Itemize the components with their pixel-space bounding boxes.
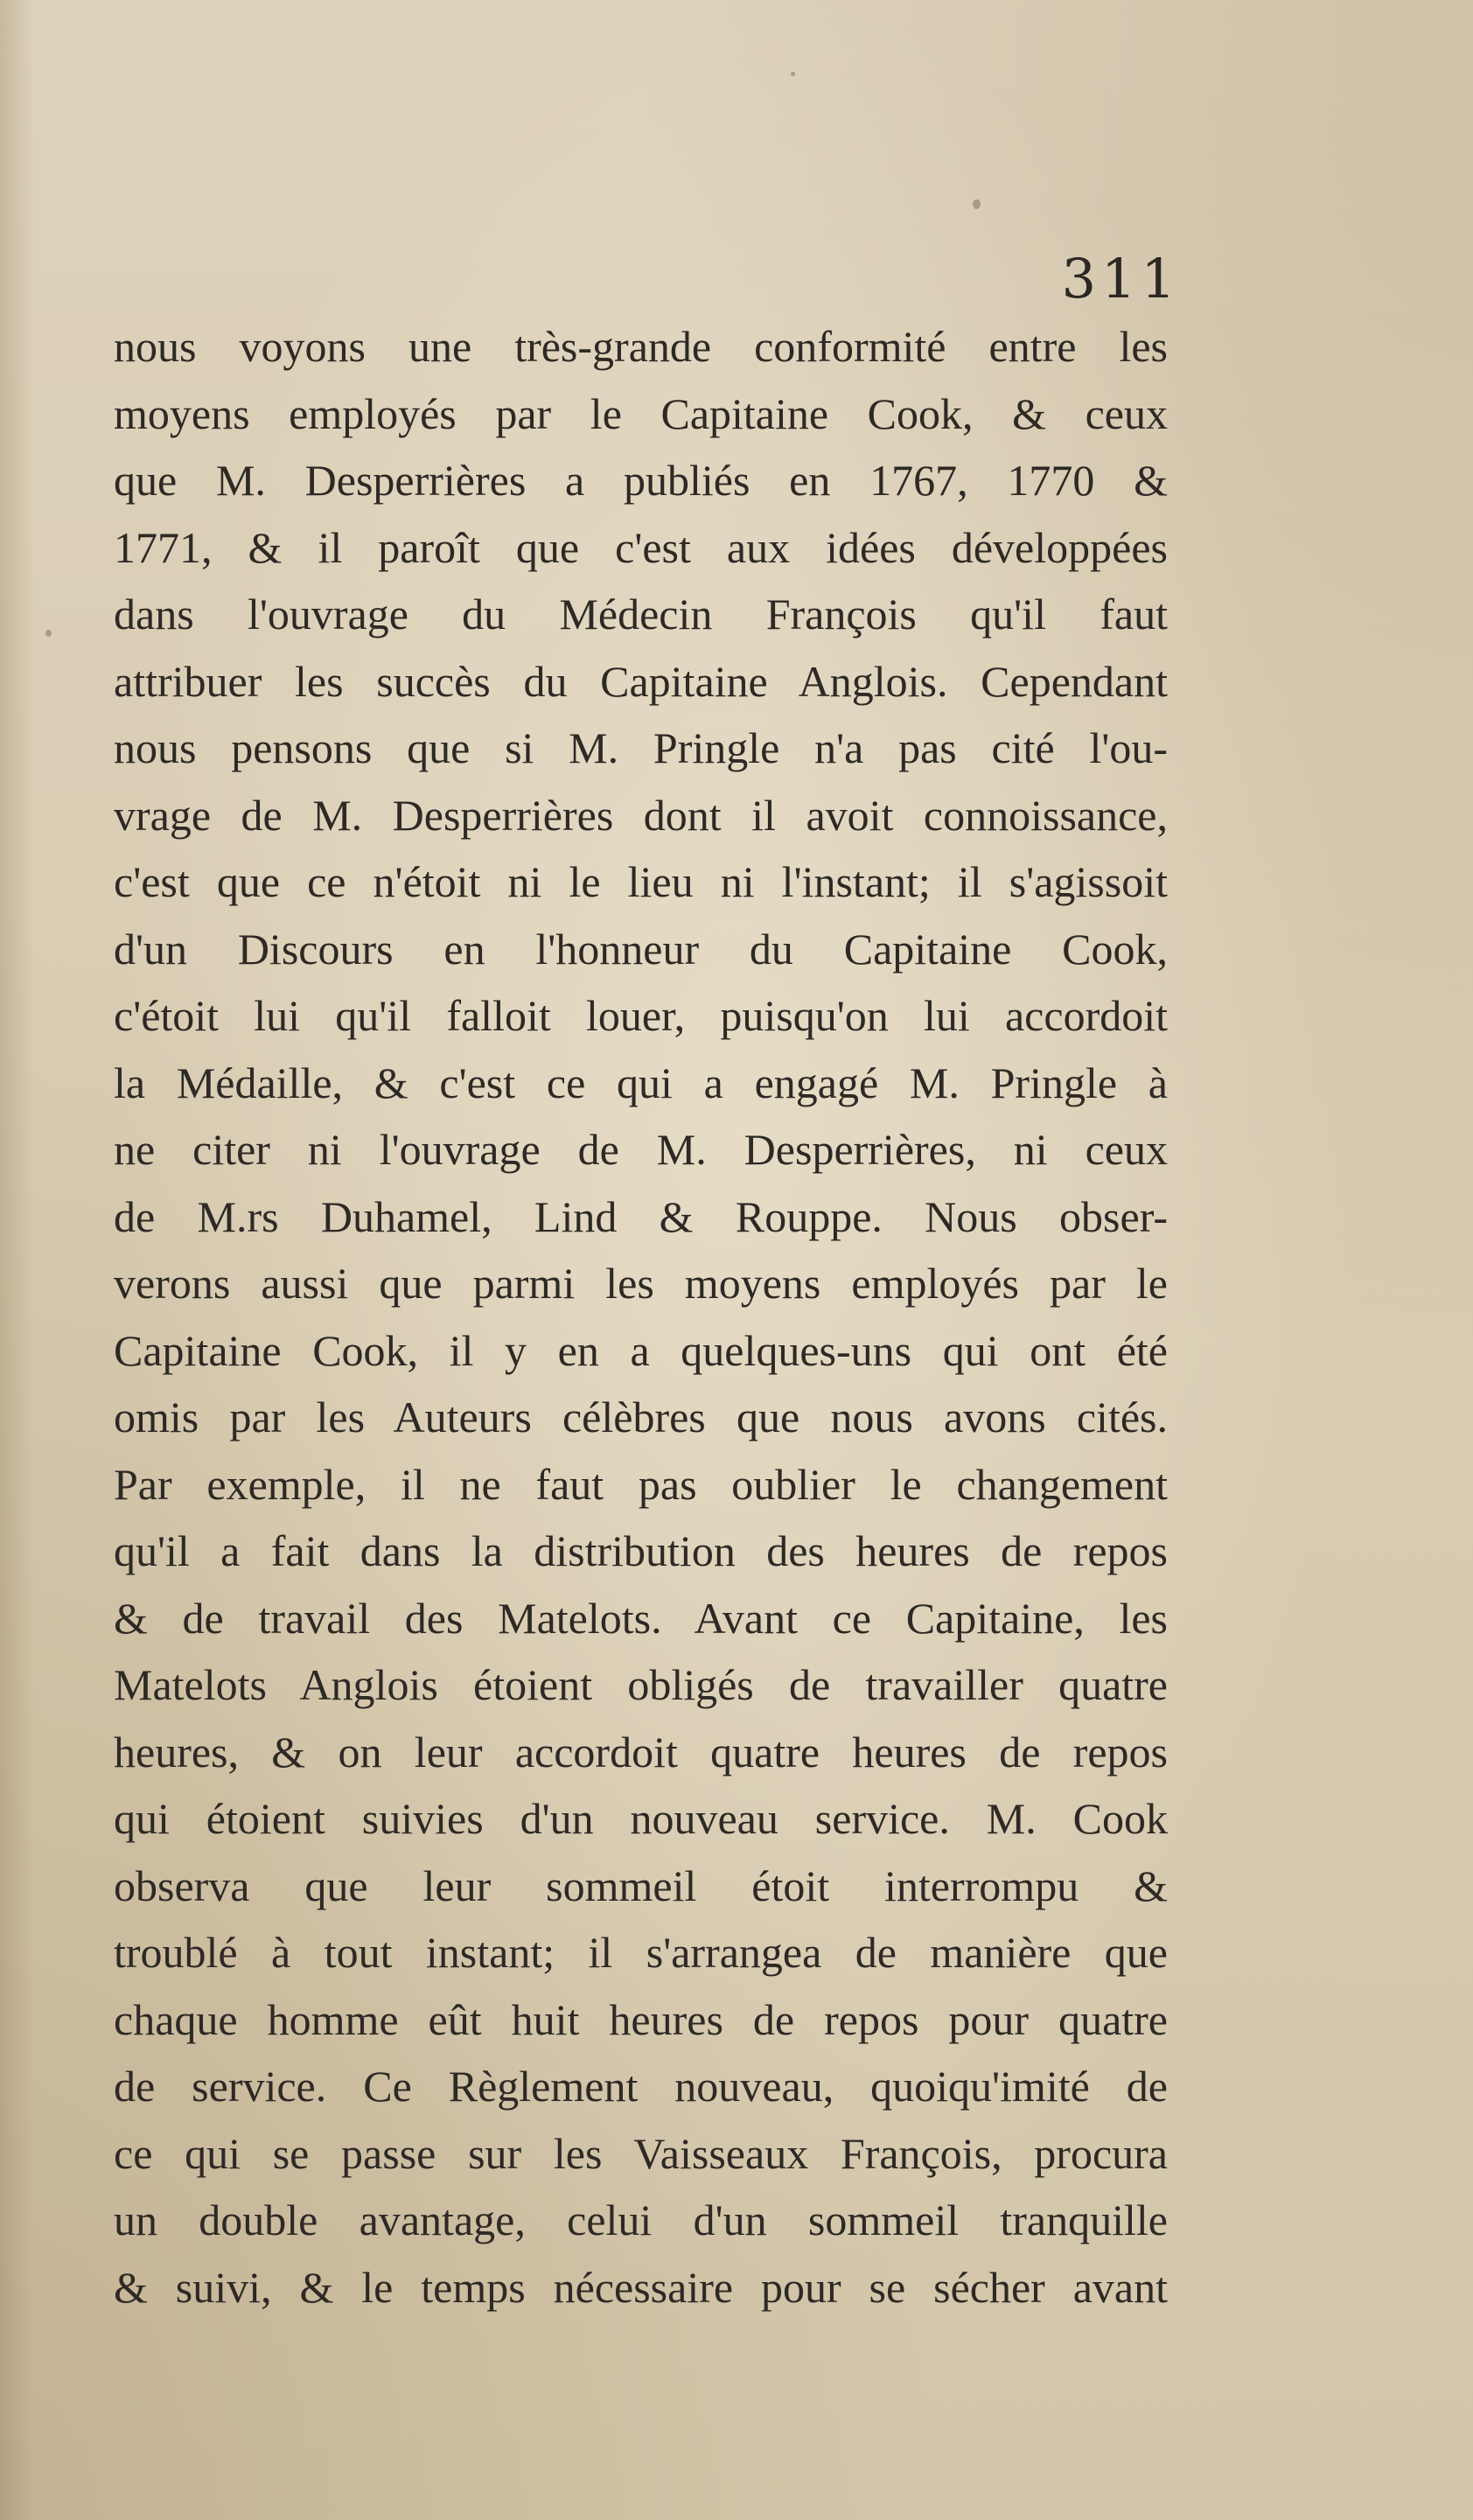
body-text	[114, 313, 1168, 2321]
page-number: 311	[1061, 247, 1181, 311]
text-line: 1771, & il paroît que c'est aux idées développées	[114, 522, 1168, 572]
text-line: Matelots Anglois étoient obligés de travailler quatre	[114, 1660, 1168, 1709]
text-line: attribuer les succès du Capitaine Anglois. Cependant	[114, 656, 1168, 706]
text-line: & de travail des Matelots. Avant ce Capitaine, les	[114, 1593, 1168, 1643]
text-line: c'étoit lui qu'il falloit louer, puisqu'on lui accordoit	[114, 991, 1168, 1040]
text-line: moyens employés par le Capitaine Cook, & ceux	[114, 388, 1168, 438]
text-line: observa que leur sommeil étoit interrompu &	[114, 1860, 1168, 1910]
ink-speck	[973, 199, 981, 209]
text-line: ce qui se passe sur les Vaisseaux François, procura	[114, 2128, 1168, 2178]
text-line: nous pensons que si M. Pringle n'a pas cité l'ou-	[114, 723, 1168, 772]
text-line: de service. Ce Règlement nouveau, quoiqu'imité de	[114, 2062, 1168, 2111]
text-line: vrage de M. Desperrières dont il avoit connoissance,	[114, 790, 1168, 840]
text-line: & suivi, & le temps nécessaire pour se sécher avant	[114, 2262, 1168, 2312]
text-line: un double avantage, celui d'un sommeil tranquille	[114, 2195, 1168, 2244]
text-line: omis par les Auteurs célèbres que nous avons cités.	[114, 1393, 1168, 1441]
text-line: d'un Discours en l'honneur du Capitaine Cook,	[114, 924, 1168, 974]
text-line: c'est que ce n'étoit ni le lieu ni l'instant; il s'agissoit	[114, 857, 1168, 906]
text-line: verons aussi que parmi les moyens employés par le	[114, 1259, 1168, 1308]
text-line: Par exemple, il ne faut pas oublier le changement	[114, 1459, 1168, 1509]
text-line: de M.rs Duhamel, Lind & Rouppe. Nous obser-	[114, 1191, 1168, 1241]
text-line: qu'il a fait dans la distribution des heures de repos	[114, 1526, 1168, 1575]
text-line: dans l'ouvrage du Médecin François qu'il faut	[114, 590, 1168, 639]
text-line: Capitaine Cook, il y en a quelques-uns qui ont été	[114, 1325, 1168, 1375]
ink-speck	[791, 72, 795, 76]
text-line: qui étoient suivies d'un nouveau service. M. Cook	[114, 1794, 1168, 1843]
page-shadow-edge	[0, 0, 35, 2520]
text-line: ne citer ni l'ouvrage de M. Desperrières, ni ceux	[114, 1125, 1168, 1174]
text-line: heures, & on leur accordoit quatre heures de repos	[114, 1727, 1168, 1777]
text-line: nous voyons une très-grande conformité entre les	[114, 322, 1168, 371]
ink-speck	[45, 630, 52, 637]
text-line: troublé à tout instant; il s'arrangea de manière que	[114, 1928, 1168, 1977]
text-line: la Médaille, & c'est ce qui a engagé M. Pringle à	[114, 1058, 1168, 1107]
text-line: que M. Desperrières a publiés en 1767, 1770 &	[114, 456, 1168, 505]
text-line: chaque homme eût huit heures de repos pour quatre	[114, 1994, 1168, 2044]
